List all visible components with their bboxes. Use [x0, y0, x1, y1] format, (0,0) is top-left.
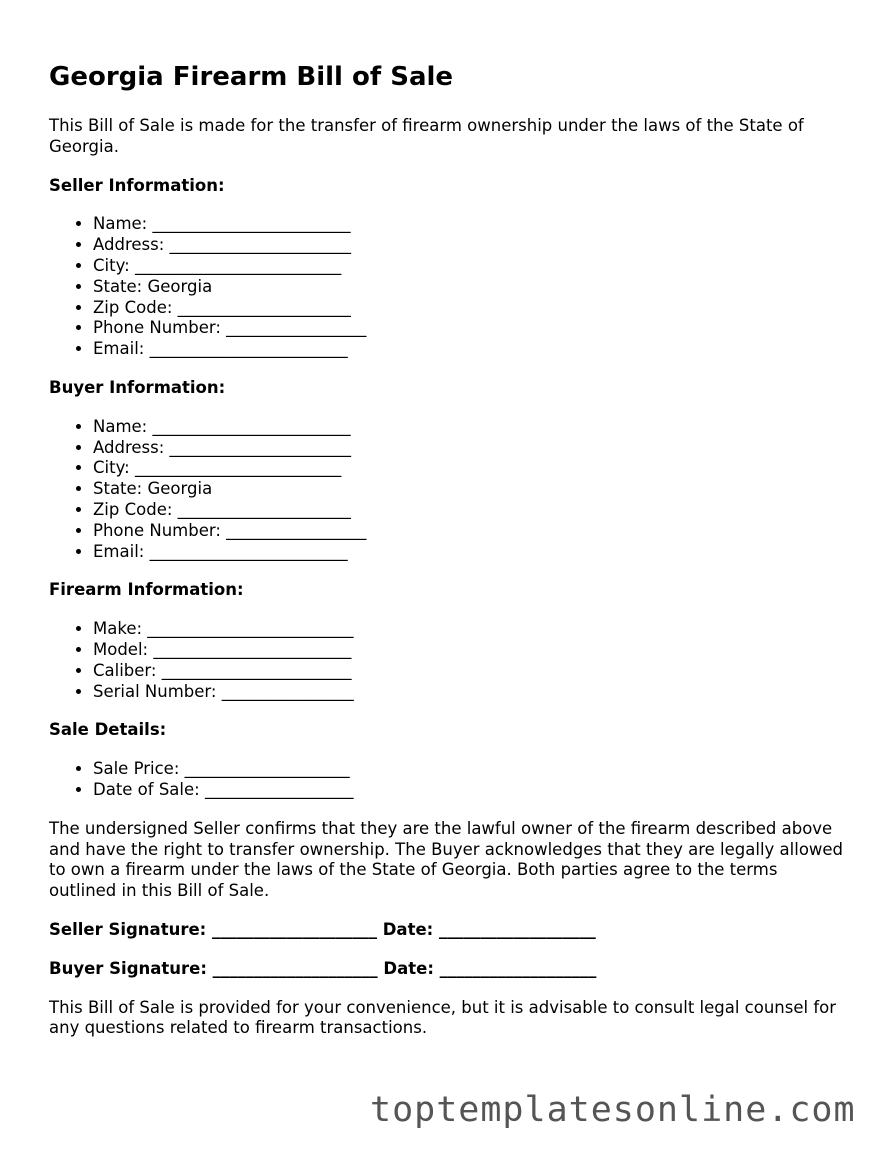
buyer-name-field: • Name: ________________________: [93, 417, 849, 438]
sale-list: [49, 759, 849, 801]
seller-zip-field: • Zip Code: _____________________: [93, 298, 849, 319]
seller-list: [49, 214, 849, 360]
firearm-model-field: • Model: ________________________: [93, 640, 849, 661]
seller-heading: Seller Information:: [49, 175, 225, 195]
watermark-text: toptemplatesonline.com: [370, 1090, 856, 1130]
firearm-heading: Firearm Information:: [49, 580, 244, 600]
seller-phone-field: • Phone Number: _________________: [93, 318, 849, 339]
seller-city-field: • City: _________________________: [93, 256, 849, 277]
seller-address-field: • Address: ______________________: [93, 235, 849, 256]
buyer-phone-field: • Phone Number: _________________: [93, 521, 849, 542]
firearm-caliber-field: • Caliber: _______________________: [93, 661, 849, 682]
seller-email-field: • Email: ________________________: [93, 339, 849, 360]
buyer-list: [49, 417, 849, 563]
firearm-make-field: • Make: _________________________: [93, 619, 849, 640]
firearm-serial-field: • Serial Number: ________________: [93, 682, 849, 703]
seller-state-field: • State: Georgia: [93, 277, 849, 298]
buyer-city-field: • City: _________________________: [93, 458, 849, 479]
disclaimer-paragraph: This Bill of Sale is provided for your convenience, but it is advisable to consult legal counsel for any questions related to firearm transactions.: [49, 997, 837, 1038]
buyer-heading: Buyer Information:: [49, 377, 226, 397]
firearm-list: [49, 619, 849, 702]
seller-name-field: • Name: ________________________: [93, 214, 849, 235]
buyer-email-field: • Email: ________________________: [93, 542, 849, 563]
document-page: [49, 60, 849, 1057]
buyer-address-field: • Address: ______________________: [93, 438, 849, 459]
statement-paragraph: The undersigned Seller confirms that they are the lawful owner of the firearm described above and have the right to transfer ownership. The Buyer acknowledges that they are legally allowed to own a firearm under the laws of the State of Georgia. Both parties agree to the terms outlined in this Bill of Sale.: [49, 818, 844, 901]
document-title: Georgia Firearm Bill of Sale: [49, 62, 454, 92]
intro-paragraph: This Bill of Sale is made for the transfer of firearm ownership under the laws of the State of Georgia.: [49, 116, 804, 156]
buyer-signature-line: Buyer Signature: ____________________ Date: ___________________: [49, 958, 597, 978]
sale-heading: Sale Details:: [49, 720, 167, 740]
buyer-zip-field: • Zip Code: _____________________: [93, 500, 849, 521]
buyer-state-field: • State: Georgia: [93, 479, 849, 500]
seller-signature-line: Seller Signature: ____________________ Date: ___________________: [49, 919, 596, 939]
sale-price-field: • Sale Price: ____________________: [93, 759, 849, 780]
sale-date-field: • Date of Sale: __________________: [93, 780, 849, 801]
